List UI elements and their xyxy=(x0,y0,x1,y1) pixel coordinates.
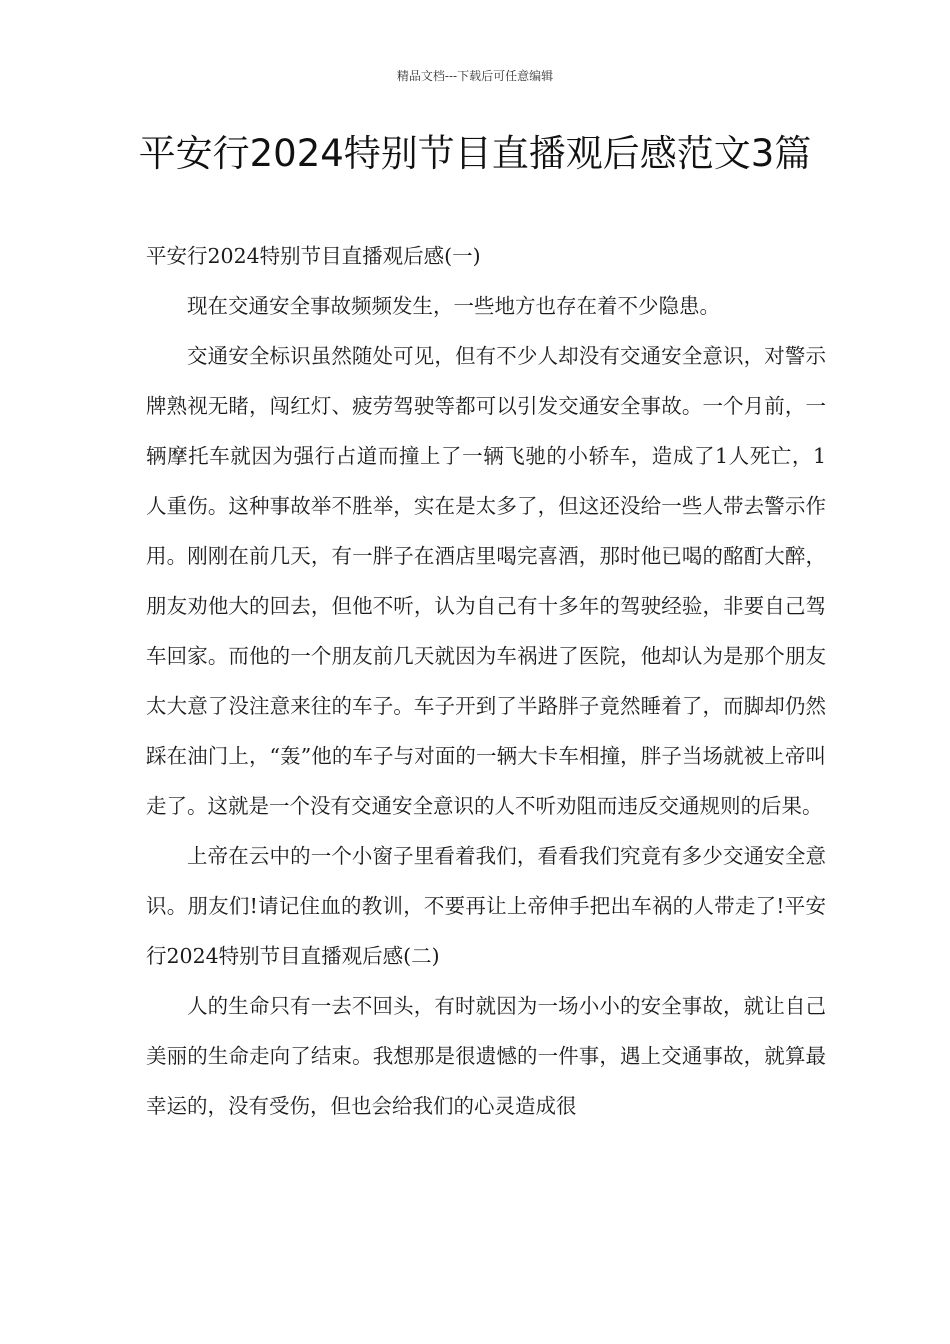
paragraph: 交通安全标识虽然随处可见，但有不少人却没有交通安全意识，对警示牌熟视无睹，闯红灯、疲劳驾驶等都可以引发交通安全事故。一个月前，一辆摩托车就因为强行占道而撞上了一辆飞驰的小轿车，造成了1人死亡，1人重伤。这种事故举不胜举，实在是太多了，但这还没给一些人带去警示作用。刚刚在前几天，有一胖子在酒店里喝完喜酒，那时他已喝的酩酊大醉，朋友劝他大的回去，但他不听，认为自己有十多年的驾驶经验，非要自己驾车回家。而他的一个朋友前几天就因为车祸进了医院，他却认为是那个朋友太大意了没注意来往的车子。车子开到了半路胖子竟然睡着了，而脚却仍然踩在油门上，“轰”他的车子与对面的一辆大卡车相撞，胖子当场就被上帝叫走了。这就是一个没有交通安全意识的人不听劝阻而违反交通规则的后果。 xyxy=(146,344,826,818)
header-note: 精品文档---下载后可任意编辑 xyxy=(396,69,554,83)
paragraph: 人的生命只有一去不回头，有时就因为一场小小的安全事故，就让自己美丽的生命走向了结束。我想那是很遗憾的一件事，遇上交通事故，就算最幸运的，没有受伤，但也会给我们的心灵造成很 xyxy=(146,994,826,1118)
paragraph: 现在交通安全事故频频发生，一些地方也存在着不少隐患。 xyxy=(187,294,720,318)
paragraph: 上帝在云中的一个小窗子里看着我们，看看我们究竟有多少交通安全意识。朋友们!请记住血的教训，不要再让上帝伸手把出车祸的人带走了!平安行2024特别节目直播观后感(二) xyxy=(146,844,826,968)
section-heading-1: 平安行2024特别节目直播观后感(一) xyxy=(146,244,481,268)
document-body xyxy=(146,231,826,1131)
document-title: 平安行2024特别节目直播观后感范文3篇 xyxy=(138,132,812,175)
